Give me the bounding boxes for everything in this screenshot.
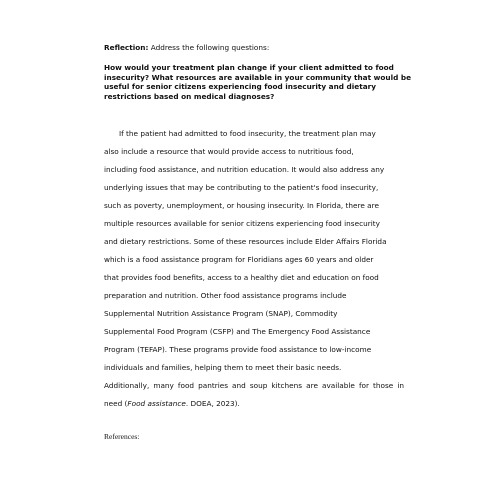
paragraph-line: also include a resource that would provide access to nutritious food, [104, 147, 354, 156]
citation-suffix: . DOEA, 2023). [185, 399, 240, 408]
paragraph-line: individuals and families, helping them to meet their basic needs. [104, 363, 342, 372]
paragraph-line: preparation and nutrition. Other food assistance programs include [104, 291, 347, 300]
question-line: How would your treatment plan change if your client admitted to food [104, 63, 394, 72]
paragraph-line: which is a food assistance program for Floridians ages 60 years and older [104, 255, 374, 264]
paragraph-line: Supplemental Food Program (CSFP) and The Emergency Food Assistance [104, 327, 371, 336]
paragraph-line: underlying issues that may be contributing to the patient's food insecurity, [104, 183, 379, 192]
paragraph-line: such as poverty, unemployment, or housing insecurity. In Florida, there are [104, 201, 379, 210]
paragraph-line: Supplemental Nutrition Assistance Program (SNAP), Commodity [104, 309, 338, 318]
reflection-prompt [104, 43, 269, 53]
paragraph-line: If the patient had admitted to food insecurity, the treatment plan may [119, 129, 376, 138]
citation-title: Food assistance [127, 399, 186, 408]
paragraph-line: including food assistance, and nutrition education. It would also address any [104, 165, 385, 174]
paragraph-line: multiple resources available for senior citizens experiencing food insecurity [104, 219, 380, 228]
reflection-label: Reflection: [104, 43, 149, 52]
answer-paragraph [104, 125, 404, 413]
paragraph-line: Additionally, many food pantries and soup kitchens are available for those in [104, 381, 404, 390]
citation-prefix: need ( [104, 399, 128, 408]
paragraph-line: and dietary restrictions. Some of these resources include Elder Affairs Florida [104, 237, 387, 246]
references-heading: References: [104, 432, 140, 441]
reflection-questions [104, 63, 412, 101]
paragraph-line: Program (TEFAP). These programs provide food assistance to low-income [104, 345, 372, 354]
question-line: insecurity? What resources are available in your community that would be [104, 72, 412, 82]
question-line: restrictions based on medical diagnoses? [104, 91, 275, 101]
reflection-instruction: Address the following questions: [150, 43, 270, 52]
paragraph-line: that provides food benefits, access to a healthy diet and education on food [104, 273, 379, 282]
citation-line [104, 395, 404, 413]
question-line: useful for senior citizens experiencing food insecurity and dietary [104, 82, 376, 92]
